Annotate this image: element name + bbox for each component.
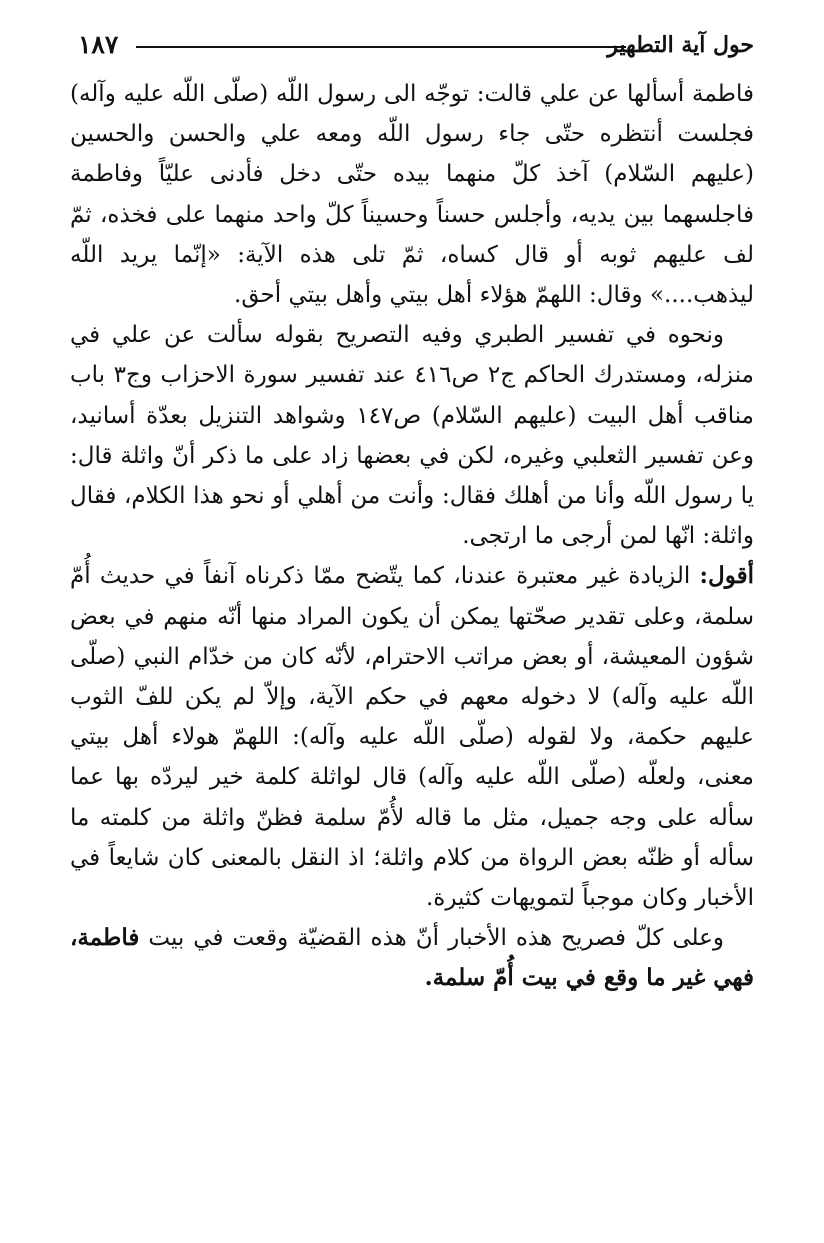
paragraph-3-text: الزيادة غير معتبرة عندنا، كما يتّضح ممّا ذكرناه آنفاً في حديث أُمّ سلمة، وعلى تقدير صحّتها يمكن أن يكون المراد منها أنّه منهم في بعض شؤون المعيشة، أو بعض مراتب الاحترام، لأنّه كان من خدّام النبي (صلّى اللّه عليه وآله) لا دخوله معهم في حكم الآية، وإلاّ لم يكن للفّ الثوب عليهم حكمة، ولا لقوله (صلّى اللّه عليه وآله): اللهمّ هولاء أهل بيتي معنى، ولعلّه (صلّى اللّه عليه وآله) قال لواثلة كلمة خير ليردّه بها عما سأله على وجه جميل، مثل ما قاله لأُمّ سلمة فظنّ واثلة من كلمته ما سأله أو ظنّه بعض الرواة من كلام واثلة؛ اذ النقل بالمعنى كان شايعاً في الأخبار وكان موجباً لتمويهات كثيرة. [70, 563, 754, 912]
paragraph-4 [70, 918, 754, 998]
paragraph-3 [70, 556, 754, 918]
page-number: ١٨٧ [78, 30, 119, 59]
body-text [70, 74, 754, 999]
paragraph-2: ونحوه في تفسير الطبري وفيه التصريح بقوله سألت عن علي في منزله، ومستدرك الحاكم ج٢ ص٤١٦ عند تفسير سورة الاحزاب وج٣ باب مناقب أهل البيت (عليهم السّلام) ص١٤٧ وشواهد التنزيل بعدّة أسانيد، وعن تفسير الثعلبي وغيره، لكن في بعضها زاد على ما ذكر أنّ واثلة قال: يا رسول اللّه وأنا من أهلك فقال: وأنت من أهلي أو نحو هذا الكلام، فقال واثلة: انّها لمن أرجى ما ارتجى. [70, 322, 755, 550]
paragraph-4-bold: فاطمة، فهي غير ما وقع في بيت أُمّ سلمة. [70, 924, 754, 992]
paragraph-3-lead: أقول: [699, 562, 754, 590]
page-header [78, 26, 754, 62]
header-rule [136, 46, 626, 48]
paragraph-4-text: وعلى كلّ فصريح هذه الأخبار أنّ هذه القضيّة وقعت في بيت [139, 925, 724, 952]
running-title: حول آية التطهير [607, 32, 754, 58]
paragraph-1: فاطمة أسألها عن علي قالت: توجّه الى رسول اللّه (صلّى اللّه عليه وآله) فجلست أنتظره حتّى جاء رسول اللّه ومعه علي والحسن والحسين (عليهم السّلام) آخذ كلّ منهما بيده حتّى دخل فأدنى عليّاً وفاطمة فاجلسهما بين يديه، وأجلس حسناً وحسيناً كلّ واحد منهما على فخذه، ثمّ لف عليهم ثوبه أو قال كساه، ثمّ تلى هذه الآية: «إنّما يريد اللّه ليذهب....» وقال: اللهمّ هؤلاء أهل بيتي وأهل بيتي أحق. [70, 81, 754, 309]
